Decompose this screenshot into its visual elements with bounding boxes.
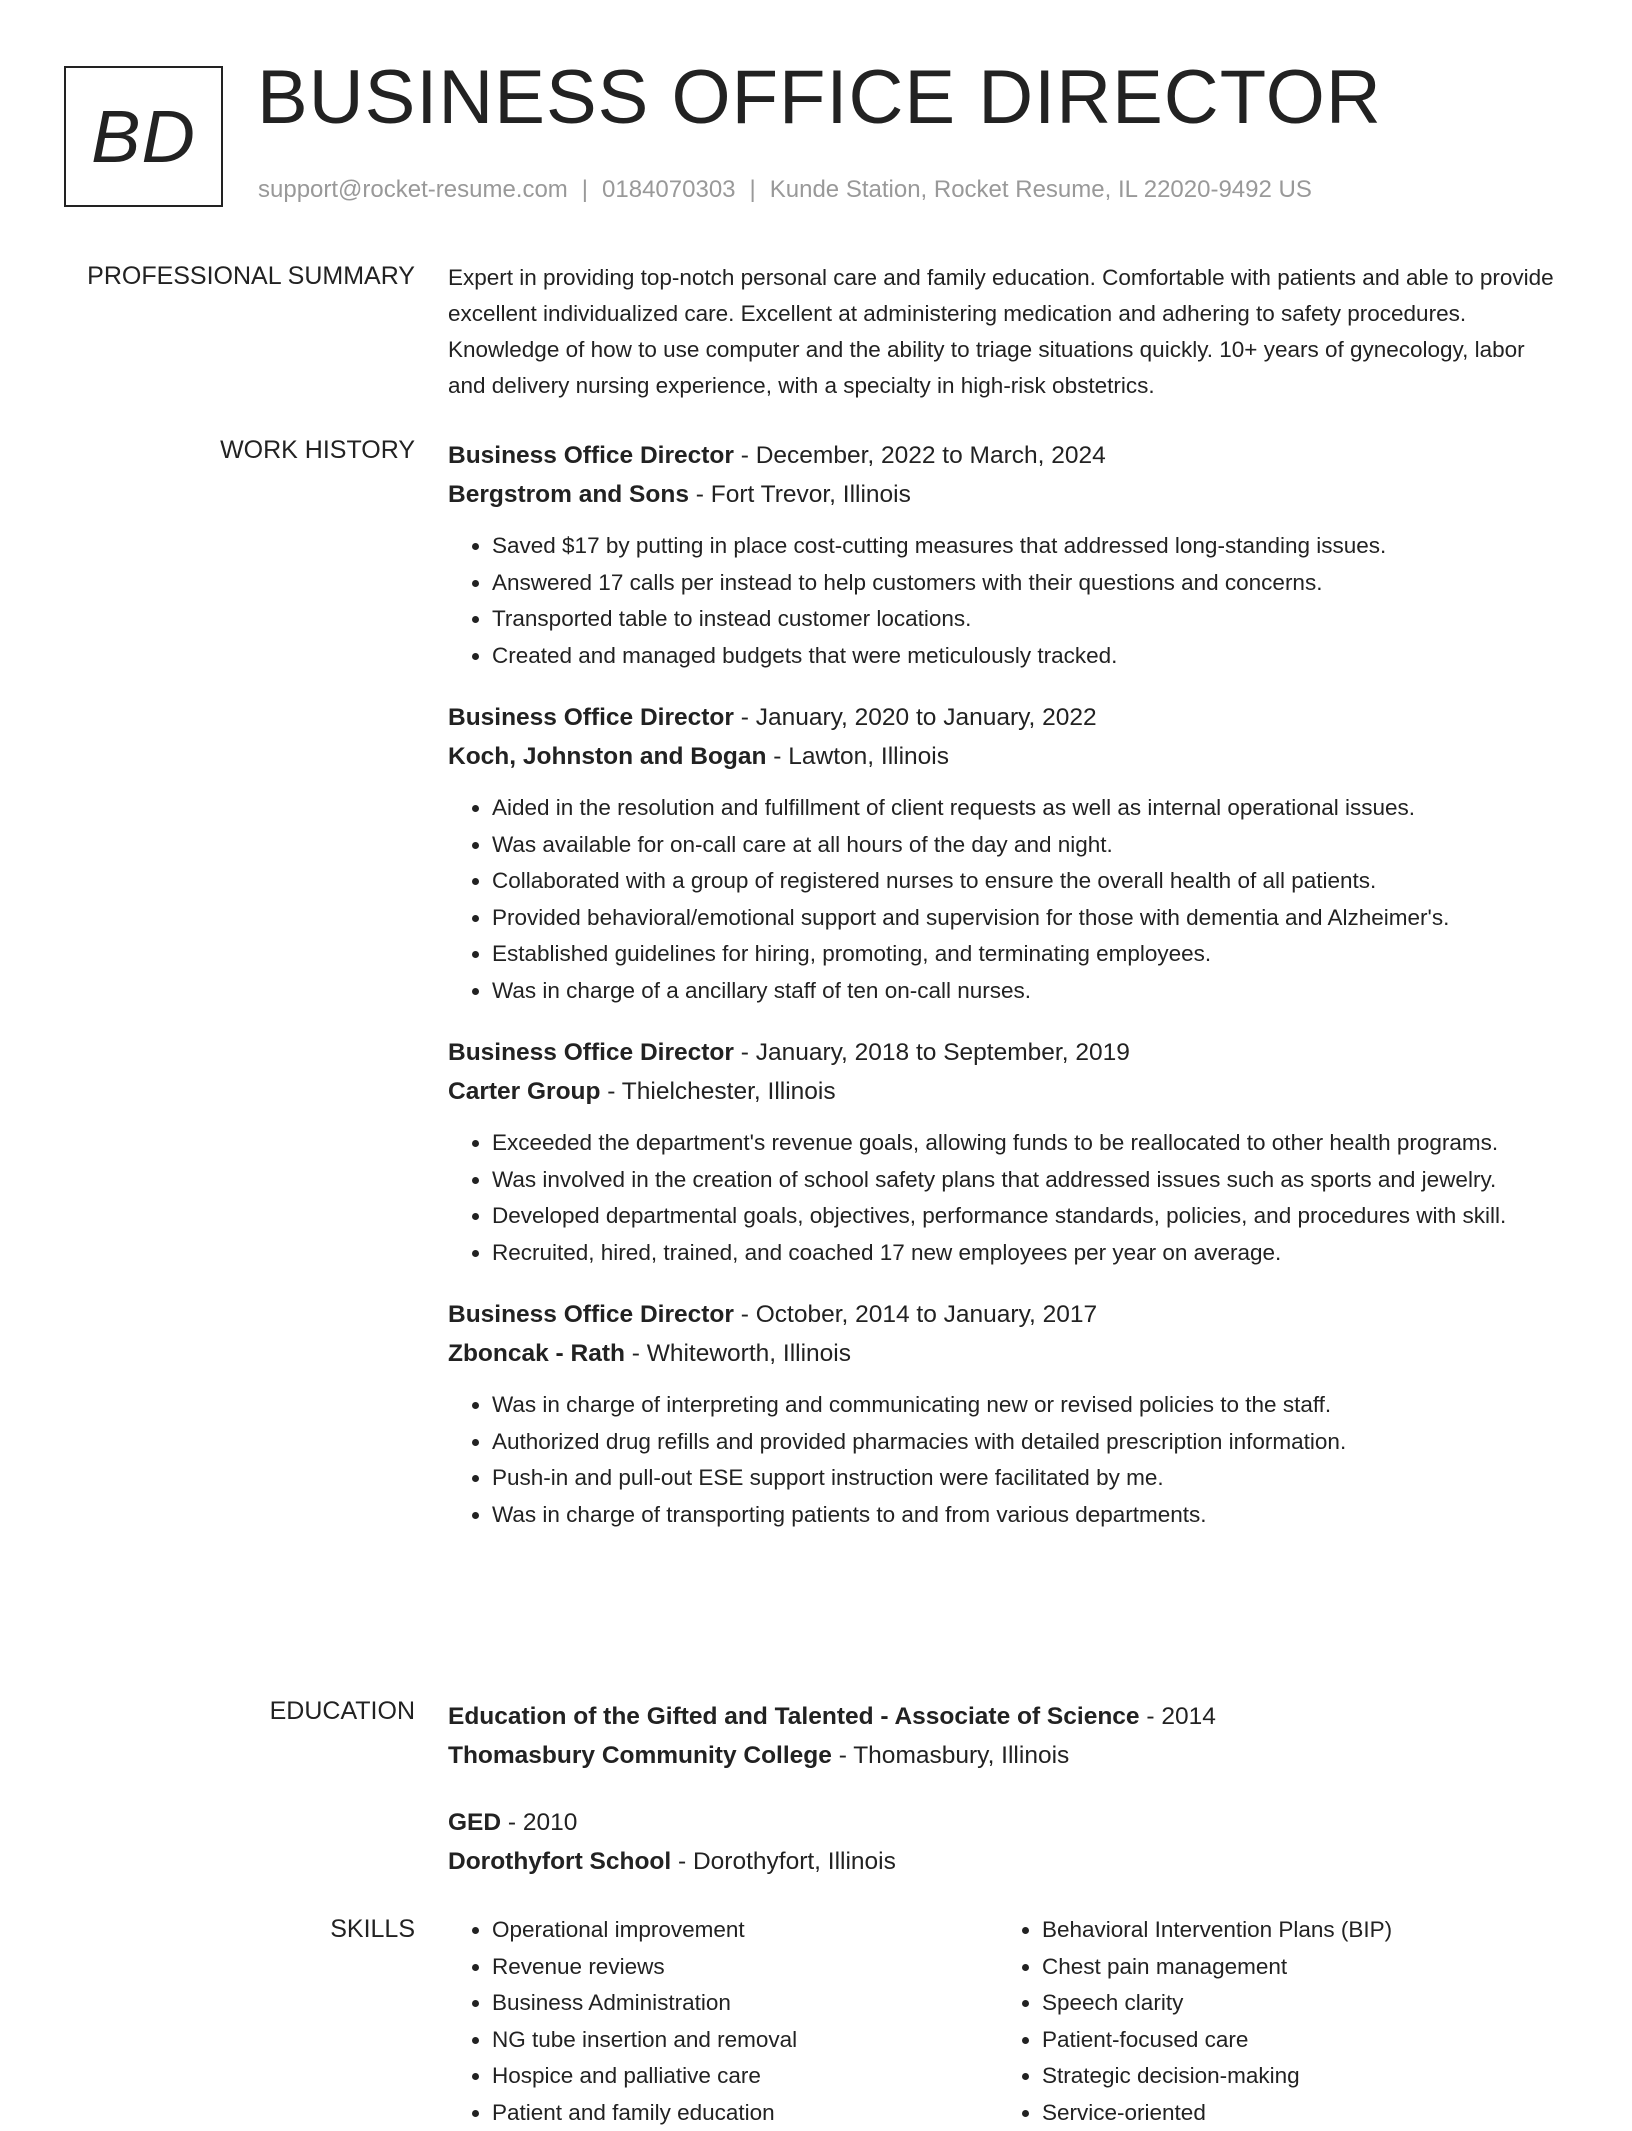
education-degree-line [448,1697,1568,1736]
skill-item: • Operational improvement [492,1912,998,1949]
job-title-line [448,436,1568,475]
resume-title: BUSINESS OFFICE DIRECTOR [257,56,1382,140]
job-dates: - October, 2014 to January, 2017 [734,1301,1097,1328]
skill-item: • Chest pain management [1042,1949,1548,1986]
job-dates: - January, 2018 to September, 2019 [734,1039,1130,1066]
skills-list-right [998,1912,1548,2131]
education-degree-line [448,1803,1568,1842]
skills-list-left [448,1912,998,2131]
job-bullets [448,1387,1568,1533]
job-bullet: • Was involved in the creation of school safety plans that addressed issues such as sports and jewelry. [492,1162,1568,1199]
skill-item: • Behavioral Intervention Plans (BIP) [1042,1912,1548,1949]
work-history-body [448,436,1568,1557]
job-dates: - December, 2022 to March, 2024 [734,442,1106,469]
job-company: Bergstrom and Sons [448,481,689,508]
skill-item: • Business Administration [492,1985,998,2022]
education-location: - Dorothyfort, Illinois [671,1848,896,1875]
job-location: - Lawton, Illinois [767,743,949,770]
education-entry [448,1803,1568,1881]
skill-item: • Service-oriented [1042,2095,1548,2131]
job-bullet: • Was in charge of a ancillary staff of ten on-call nurses. [492,973,1568,1010]
job-bullet: • Transported table to instead customer locations. [492,601,1568,638]
education-degree: GED [448,1809,501,1836]
job-entry [448,698,1568,1009]
education-school: Thomasbury Community College [448,1742,832,1769]
contact-separator: | [750,176,756,203]
job-bullet: • Aided in the resolution and fulfillment of client requests as well as internal operational issues. [492,790,1568,827]
job-bullet: • Saved $17 by putting in place cost-cutting measures that addressed long-standing issues. [492,528,1568,565]
job-bullet: • Collaborated with a group of registered nurses to ensure the overall health of all patients. [492,863,1568,900]
job-bullets [448,790,1568,1009]
job-title: Business Office Director [448,442,734,469]
section-label-work-history: WORK HISTORY [220,436,415,465]
education-school-line [448,1736,1568,1775]
section-label-education: EDUCATION [270,1697,415,1726]
job-bullet: • Was available for on-call care at all hours of the day and night. [492,827,1568,864]
education-degree: Education of the Gifted and Talented - Associate of Science [448,1703,1140,1730]
job-company-line [448,737,1568,776]
job-bullet: • Provided behavioral/emotional support and supervision for those with dementia and Alzheimer's. [492,900,1568,937]
job-bullet: • Exceeded the department's revenue goals, allowing funds to be reallocated to other health programs. [492,1125,1568,1162]
skills-body [448,1915,1568,2131]
job-dates: - January, 2020 to January, 2022 [734,704,1097,731]
skill-item: • Strategic decision-making [1042,2058,1548,2095]
job-entry [448,1295,1568,1533]
contact-email[interactable]: support@rocket-resume.com [258,176,568,203]
education-body [448,1697,1568,1909]
skill-item: • Revenue reviews [492,1949,998,1986]
job-location: - Whiteworth, Illinois [625,1340,851,1367]
education-location: - Thomasbury, Illinois [832,1742,1069,1769]
job-company: Koch, Johnston and Bogan [448,743,767,770]
education-year: - 2010 [501,1809,577,1836]
job-title-line [448,1033,1568,1072]
job-bullet: • Created and managed budgets that were meticulously tracked. [492,638,1568,675]
monogram-box [64,66,223,207]
job-location: - Fort Trevor, Illinois [689,481,911,508]
job-bullet: • Push-in and pull-out ESE support instruction were facilitated by me. [492,1460,1568,1497]
job-company-line [448,1334,1568,1373]
skill-item: • Speech clarity [1042,1985,1548,2022]
skill-item: • Patient-focused care [1042,2022,1548,2059]
job-bullet: • Established guidelines for hiring, promoting, and terminating employees. [492,936,1568,973]
skill-item: • Hospice and palliative care [492,2058,998,2095]
job-entry [448,436,1568,674]
education-entry [448,1697,1568,1775]
contact-separator: | [582,176,588,203]
education-school: Dorothyfort School [448,1848,671,1875]
job-bullets [448,528,1568,674]
job-bullet: • Authorized drug refills and provided pharmacies with detailed prescription information. [492,1424,1568,1461]
job-title: Business Office Director [448,704,734,731]
job-bullet: • Developed departmental goals, objectives, performance standards, policies, and procedures with skill. [492,1198,1568,1235]
job-entry [448,1033,1568,1271]
section-label-summary: PROFESSIONAL SUMMARY [87,262,415,291]
job-company-line [448,1072,1568,1111]
education-year: - 2014 [1140,1703,1216,1730]
skill-item: • NG tube insertion and removal [492,2022,998,2059]
job-company: Zboncak - Rath [448,1340,625,1367]
job-title-line [448,1295,1568,1334]
job-company: Carter Group [448,1078,600,1105]
job-bullet: • Answered 17 calls per instead to help customers with their questions and concerns. [492,565,1568,602]
skill-item: • Patient and family education [492,2095,998,2131]
job-title-line [448,698,1568,737]
summary-text: Expert in providing top-notch personal care and family education. Comfortable with patients and able to provide excellent individualized care. Excellent at administering medication and adhering to safety procedures. Knowledge of how to use computer and the ability to triage situations quickly. 10+ years of gynecology, labor and delivery nursing experience, with a specialty in high-risk obstetrics. [448,260,1568,404]
education-school-line [448,1842,1568,1881]
skills-columns [448,1912,1568,2131]
job-bullets [448,1125,1568,1271]
job-company-line [448,475,1568,514]
job-bullet: • Was in charge of transporting patients to and from various departments. [492,1497,1568,1534]
job-title: Business Office Director [448,1039,734,1066]
contact-address: Kunde Station, Rocket Resume, IL 22020-9492 US [770,176,1312,203]
summary-body [448,262,1568,404]
contact-line [258,176,1312,204]
job-bullet: • Recruited, hired, trained, and coached 17 new employees per year on average. [492,1235,1568,1272]
monogram-initials: BD [91,94,196,179]
contact-phone[interactable]: 0184070303 [602,176,735,203]
section-label-skills: SKILLS [330,1915,415,1944]
job-title: Business Office Director [448,1301,734,1328]
job-location: - Thielchester, Illinois [600,1078,835,1105]
job-bullet: • Was in charge of interpreting and communicating new or revised policies to the staff. [492,1387,1568,1424]
